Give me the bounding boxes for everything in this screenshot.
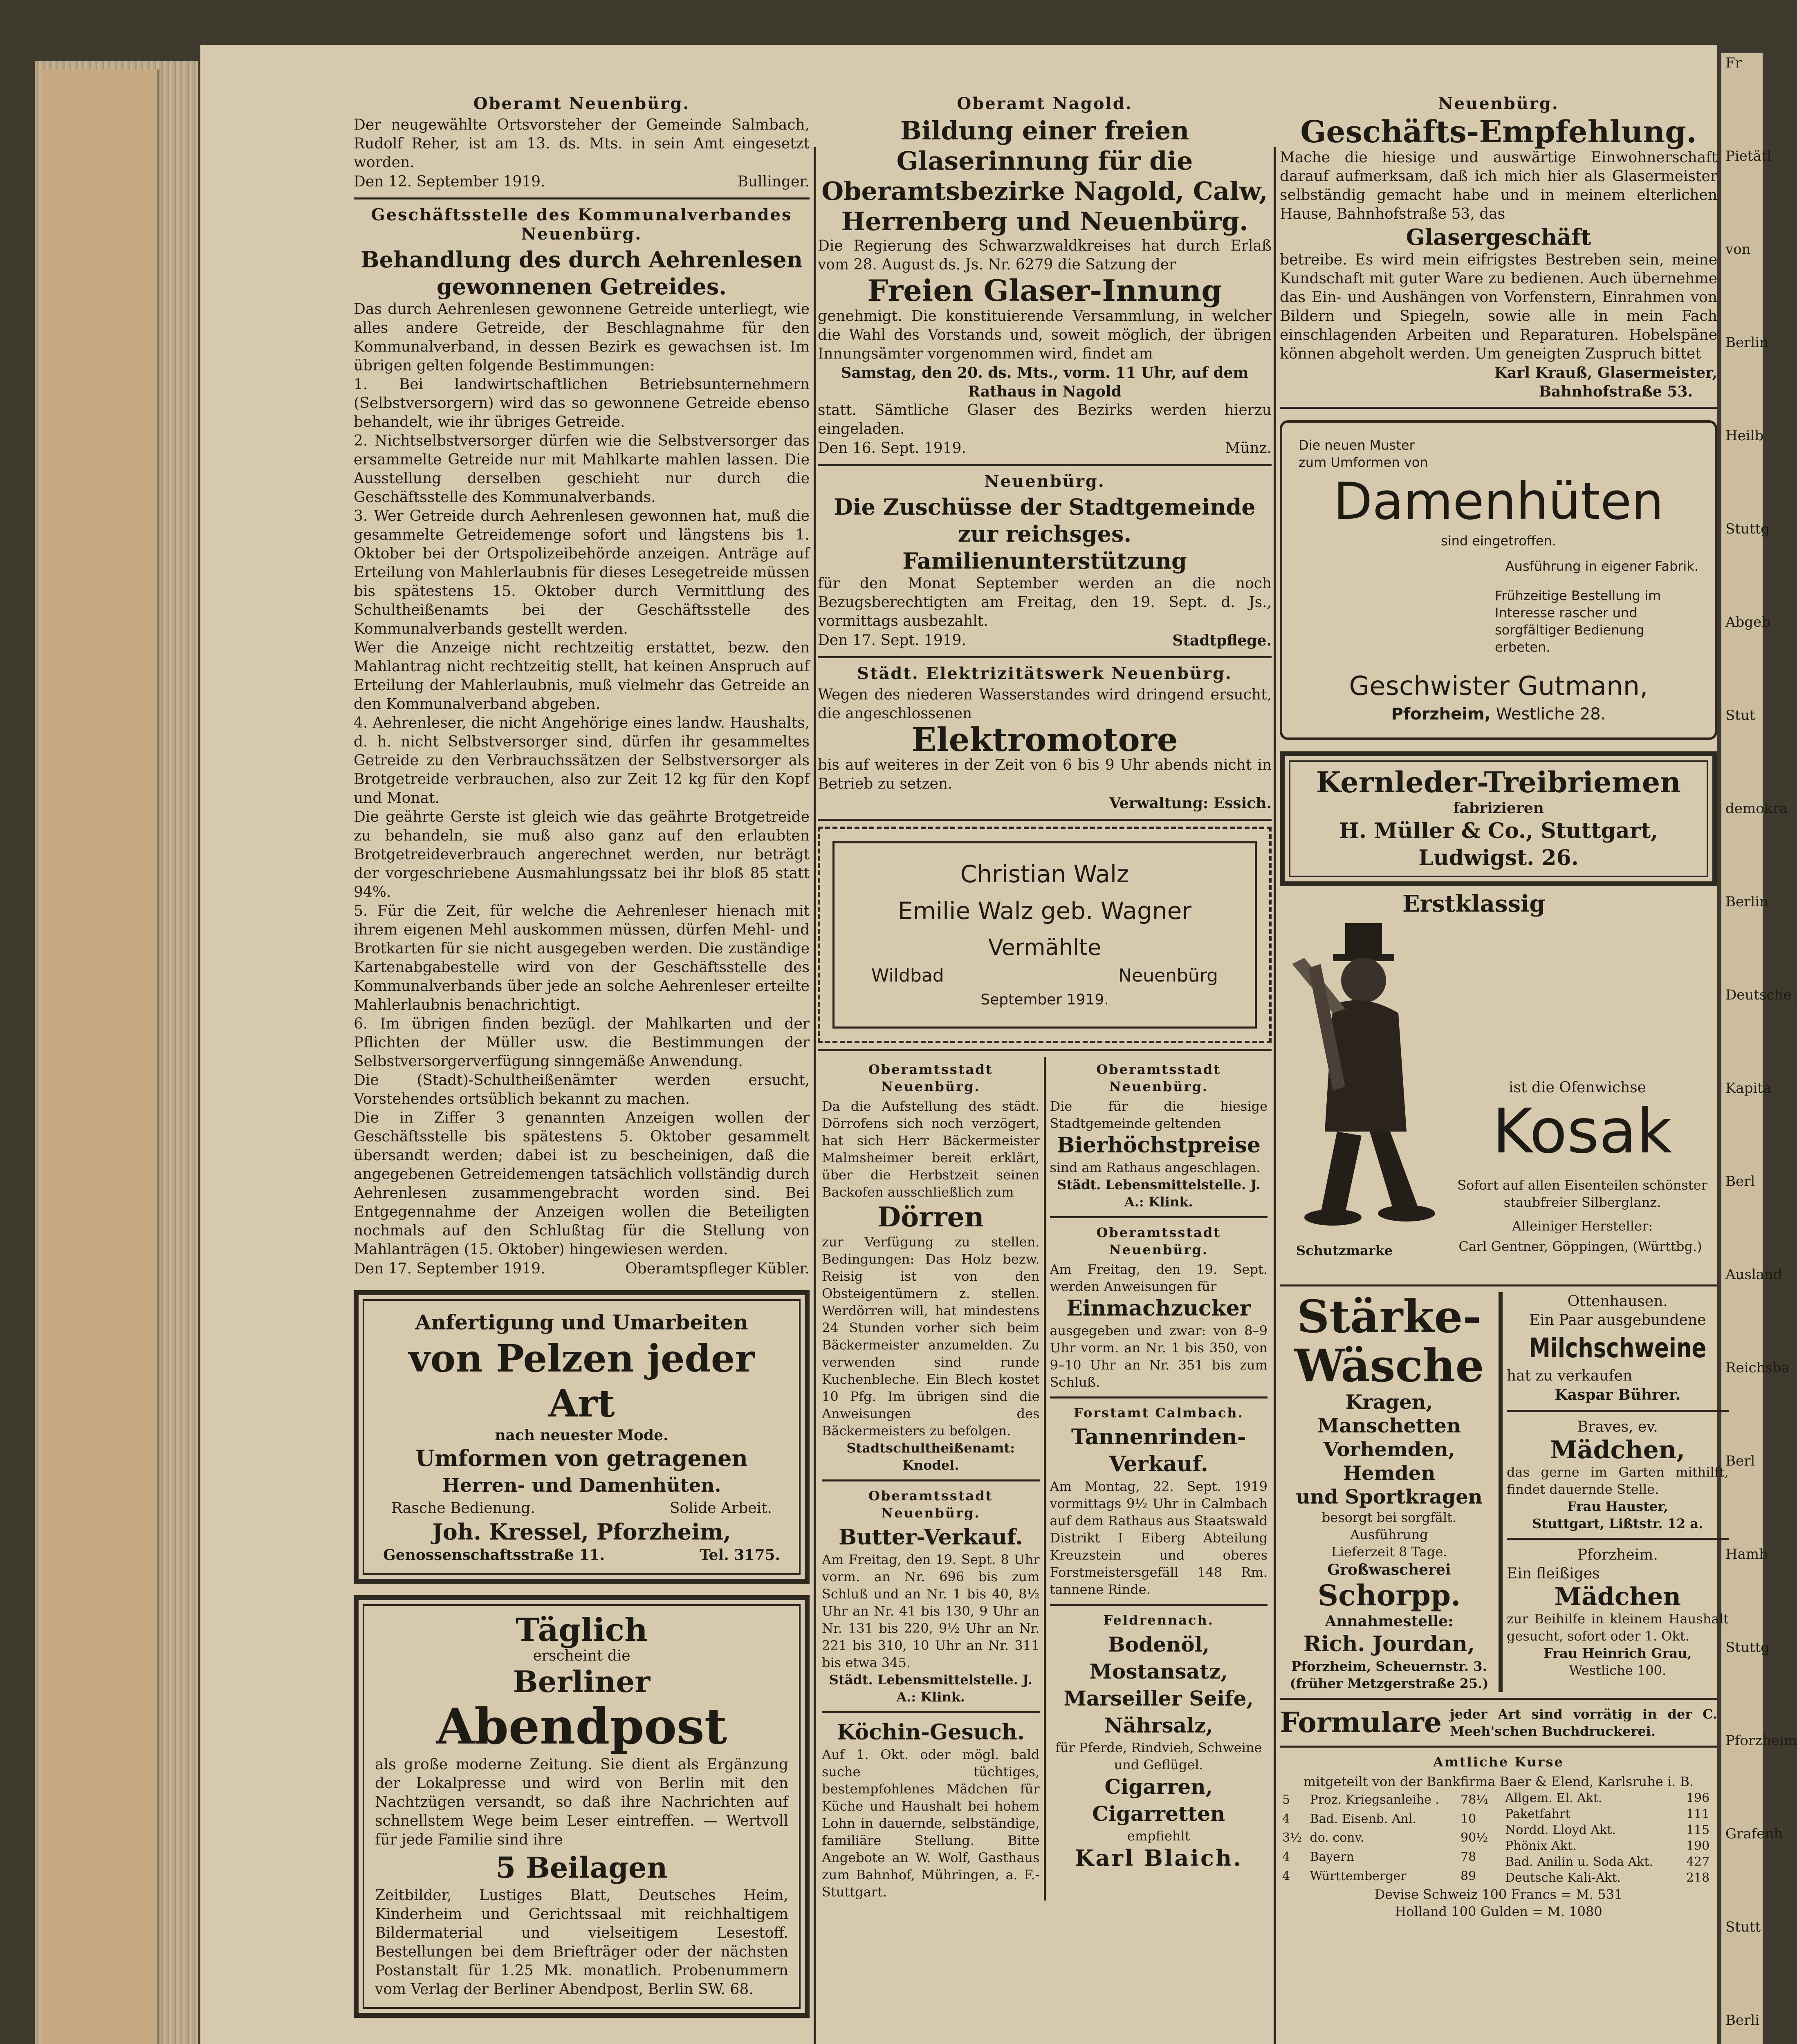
ad-advertiser: Geschwister Gutmann, — [1349, 671, 1648, 702]
quote-row — [1280, 1809, 1494, 1829]
notice-heading: Feldrennach. — [1103, 1612, 1214, 1628]
paragraph: Die geährte Gerste ist gleich wie das geährte Brotgetreide zu behandeln, sie muß also ganz auf den erlaubten Brotgetreideverbrauch angerechnet werden, nur beträgt der vorgeschriebene Ausmahlungssatz bei ihr bloß 85 statt 94%. — [354, 809, 810, 901]
ad-line: Herren- und Damenhüten. — [442, 1474, 721, 1496]
ad-headline: Täglich — [516, 1611, 648, 1649]
column-rule — [1274, 147, 1276, 2044]
quote-cell: Bad. Anilin u. Soda Akt. — [1505, 1855, 1653, 1869]
notice-heading: Ottenhausen. — [1567, 1293, 1668, 1310]
ad-city: Pforzheim, — [1391, 705, 1491, 724]
ad-line: Vorhemden, Hemden — [1323, 1438, 1455, 1485]
quote-cell: 115 — [1686, 1823, 1710, 1837]
quote-row — [1503, 1854, 1717, 1870]
notice-highlight: Freien Glaser-Innung — [867, 273, 1222, 308]
ad-line: Rich. Jourdan, — [1303, 1632, 1475, 1656]
facing-page-text: demokra — [1725, 800, 1788, 817]
ad-line: Großwascherei — [1327, 1561, 1451, 1578]
notice-signature: Münz. — [1225, 440, 1272, 457]
notice-highlight: Köchin-Gesuch. — [837, 1720, 1025, 1745]
notice-heading: Oberamtsstadt Neuenbürg. — [868, 1488, 993, 1521]
facing-page-text: Stut — [1725, 707, 1755, 724]
paragraph: Am Freitag, den 19. Sept. werden Anweisungen für — [1050, 1262, 1268, 1294]
facing-page-text: Berlin — [1725, 334, 1769, 351]
facing-page-text: Stuttg — [1725, 521, 1770, 537]
notice-signature: Stadtpflege. — [1172, 632, 1272, 649]
ad-headline: Kosak — [1492, 1096, 1672, 1167]
facing-page-text: von — [1725, 241, 1751, 258]
facing-page-fragment — [1721, 53, 1797, 2044]
notice-title: Behandlung des durch Aehrenlesen gewonnenen Getreides. — [360, 247, 803, 300]
notice-heading: Oberamtsstadt Neuenbürg. — [1096, 1225, 1221, 1257]
ad-advertiser: Joh. Kressel, Pforzheim, — [432, 1519, 731, 1545]
paragraph: Die für die hiesige Stadtgemeinde geltenden — [1050, 1098, 1268, 1131]
quote-row — [1280, 1847, 1494, 1867]
facing-page-text: Berl — [1725, 1173, 1755, 1190]
quote-cell: 4 — [1282, 1811, 1290, 1826]
facing-page-text: Berl — [1725, 1453, 1755, 1469]
paragraph: Die Regierung des Schwarzwaldkreises hat durch Erlaß vom 28. August ds. Js. Nr. 6279 die Satzung der — [818, 238, 1272, 273]
facing-page-text: Berlin — [1725, 894, 1769, 910]
ad-line: Braves, ev. — [1577, 1419, 1658, 1435]
ad-line: erscheint die — [533, 1647, 630, 1664]
facing-page-text: Ausland — [1725, 1266, 1782, 1283]
ad-headline: Wäsche — [1294, 1339, 1484, 1392]
ad-kosak — [1280, 890, 1717, 1279]
quote-cell: 218 — [1686, 1871, 1710, 1885]
paragraph: 2. Nichtselbstversorger dürfen wie die Selbstversorger das ersammelte Getreide nur mit Mahlkarte mahlen lassen. Die Ausstellung derselben geschieht nur durch die Geschäftsstelle des Kommunalverbands. — [354, 433, 810, 506]
column-1 — [354, 90, 810, 2029]
ad-headline: Stärke- — [1297, 1290, 1482, 1343]
quote-cell: Paketfahrt — [1505, 1807, 1570, 1821]
notice-heading: Oberamt Neuenbürg. — [473, 94, 690, 113]
notice-highlight: Butter-Verkauf. — [839, 1525, 1023, 1550]
ad-line: hat zu verkaufen — [1507, 1367, 1633, 1384]
facing-page-text: Fr — [1725, 55, 1742, 71]
notice-date: Den 16. Sept. 1919. — [818, 440, 966, 457]
quote-cell: 90½ — [1460, 1831, 1488, 1845]
notice-highlight: Dörren — [877, 1201, 984, 1233]
ad-line: und Sportkragen — [1296, 1486, 1483, 1508]
paragraph: empfiehlt — [1127, 1828, 1190, 1844]
notice-heading: Neuenbürg. — [1438, 94, 1559, 113]
facing-page-text: Heilb — [1725, 428, 1764, 444]
ad-advertiser: Kaspar Bührer. — [1555, 1386, 1681, 1403]
notice-date: Den 17. Sept. 1919. — [818, 632, 966, 649]
facing-page-text: Pietätl — [1725, 148, 1772, 164]
wedding-announcement — [818, 827, 1272, 1043]
place-name: Wildbad — [871, 965, 944, 986]
advertiser-name: Karl Krauß, Glasermeister, — [1494, 364, 1717, 381]
paragraph: statt. Sämtliche Glaser des Bezirks werden hierzu eingeladen. — [818, 402, 1272, 437]
notice-heading: Städt. Elektrizitätswerk Neuenbürg. — [857, 664, 1232, 683]
ad-line: Solide Arbeit. — [669, 1500, 772, 1517]
paragraph: Auf 1. Okt. oder mögl. bald suche tüchtiges, bestempfohlenes Mädchen für Küche und Haushalt bei hohem Lohn in dauernde, selbständige, familiäre Stellung. Bitte Angebote an W. Wolf, Gasthaus zum Bahnhof, Mühringen, a. F.-Stuttgart. — [822, 1747, 1040, 1900]
paragraph: ausgegeben und zwar: von 8–9 Uhr vorm. an Nr. 1 bis 350, von 9–10 Uhr an Nr. 351 bis zum Schluß. — [1050, 1323, 1268, 1390]
paragraph: 6. Im übrigen finden bezügl. der Mahlkarten und der Pflichten der Müller usw. die Bestimmungen der Selbstversorgerverfügung sinngemäße Anwendung. — [354, 1015, 810, 1070]
quote-cell: 5 — [1282, 1792, 1290, 1807]
ad-line: zum Umformen von — [1299, 455, 1428, 470]
paragraph: sind am Rathaus angeschlagen. — [1050, 1160, 1261, 1175]
facing-page-text: Hamb — [1725, 1546, 1768, 1562]
quote-row — [1503, 1838, 1717, 1854]
quote-cell: Bad. Eisenb. Anl. — [1310, 1811, 1417, 1826]
ad-line: Berliner — [513, 1664, 651, 1699]
notice-title: Die Zuschüsse der Stadtgemeinde zur reichsges. Familienunterstützung — [834, 494, 1256, 574]
quote-row — [1503, 1822, 1717, 1838]
ad-advertiser: Schorpp. — [1317, 1578, 1461, 1612]
quote-cell: 89 — [1460, 1869, 1476, 1884]
quote-cell: 111 — [1686, 1807, 1710, 1821]
notice-heading: Oberamt Nagold. — [957, 94, 1133, 113]
paragraph: Mache die hiesige und auswärtige Einwohnerschaft darauf aufmerksam, daß ich mich hier als Glasermeister selbständig gemacht habe und in meinem elterlichen Hause, Bahnhofstraße 53, das — [1280, 149, 1717, 222]
ad-treibriemen — [1280, 751, 1717, 886]
ad-advertiser: Frau Hauster, — [1567, 1499, 1668, 1514]
ad-line: Frühzeitige Bestellung im Interesse rascher und sorgfältiger Bedienung erbeten. — [1495, 588, 1661, 655]
paragraph: 1. Bei landwirtschaftlichen Betriebsunternehmern (Selbstversorgern) wird das so gewonnene Getreide ebenso behandelt, wie ihr übriges Getreide. — [354, 376, 810, 430]
ad-line: sind eingetroffen. — [1441, 533, 1556, 549]
ad-advertiser: Carl Gentner, Göppingen, (Württbg.) — [1458, 1239, 1702, 1254]
product-line: Nährsalz, — [1104, 1713, 1213, 1737]
facing-page-text: Pforzheim — [1725, 1732, 1797, 1749]
notice-highlight: Tannenrinden-Verkauf. — [1071, 1425, 1246, 1477]
ad-line: Ein fleißiges — [1507, 1565, 1600, 1582]
quote-cell: 10 — [1460, 1811, 1476, 1826]
ad-text: jeder Art sind vorrätig in der C. Meeh'schen Buchdruckerei. — [1450, 1706, 1717, 1739]
advertiser-name: Karl Blaich. — [1075, 1845, 1243, 1871]
ad-text: Sofort auf allen Eisenteilen schönster staubfreier Silberglanz. — [1457, 1177, 1707, 1210]
ad-address: Stuttgart, Lißtstr. 12 a. — [1532, 1516, 1703, 1531]
notice-signature: Verwaltung: Essich. — [1109, 795, 1272, 812]
ad-advertiser: Frau Heinrich Grau, — [1543, 1645, 1692, 1661]
ad-line: Anfertigung und Umarbeiten — [415, 1310, 748, 1334]
notice-signature: Städt. Lebensmittelstelle. J. A.: Klink. — [829, 1672, 1032, 1705]
ad-formulare — [1280, 1706, 1717, 1740]
ad-text: als große moderne Zeitung. Sie dient als Ergänzung der Lokalpresse und wird von Berlin mit den Nachtzügen versandt, so daß ihre Nachrichten auf schnellstem Wege beim Leser eintreffen. — Wertvoll für jede Familie sind ihre — [375, 1756, 788, 1848]
product-line: Marseiller Seife, — [1063, 1686, 1254, 1710]
trademark-label: Schutzmarke — [1296, 1243, 1393, 1258]
quote-cell: Bayern — [1310, 1850, 1354, 1865]
currency-rate: Holland 100 Gulden = M. 1080 — [1395, 1904, 1602, 1919]
ad-address: Westliche 28. — [1496, 705, 1606, 724]
ad-address: Westliche 100. — [1569, 1663, 1667, 1678]
ad-abendpost — [354, 1595, 810, 2018]
quote-row — [1503, 1790, 1717, 1806]
book-cover — [41, 69, 159, 2044]
quote-cell: 4 — [1282, 1869, 1290, 1884]
product-line: Mostansatz, — [1089, 1659, 1228, 1683]
facing-page-text: Grafenh — [1725, 1826, 1783, 1842]
product-line: Cigarretten — [1092, 1802, 1225, 1826]
quote-cell: 427 — [1686, 1855, 1710, 1869]
notice-heading: Oberamtsstadt Neuenbürg. — [1096, 1062, 1221, 1094]
paragraph: genehmigt. Die konstituierende Versammlung, in welcher die Wahl des Vorstands und, soweit möglich, der übrigen Innungsämter vorgenommen wird, findet am — [818, 308, 1272, 362]
two-column-section — [818, 1057, 1272, 1901]
paragraph: Die (Stadt)-Schultheißenämter werden ersucht, Vorstehendes ortsüblich bekannt zu machen. — [354, 1072, 810, 1107]
quote-row — [1503, 1870, 1717, 1886]
announcement-line: Vermählte — [988, 935, 1102, 960]
quote-cell: 196 — [1686, 1791, 1710, 1805]
paragraph: für Pferde, Rindvieh, Schweine und Geflügel. — [1055, 1740, 1262, 1773]
quote-cell: Nordd. Lloyd Akt. — [1505, 1823, 1616, 1837]
quote-row — [1280, 1790, 1494, 1809]
ad-advertiser: H. Müller & Co., Stuttgart, Ludwigst. 26. — [1339, 818, 1658, 870]
ad-headline: Abendpost — [436, 1698, 727, 1755]
quote-cell: 190 — [1686, 1839, 1710, 1853]
ad-headline: Kernleder-Treibriemen — [1316, 765, 1681, 799]
notice-heading: Pforzheim. — [1577, 1546, 1658, 1563]
notice-highlight: Elektromotore — [911, 720, 1178, 759]
ad-headline: Milchschweine — [1529, 1332, 1707, 1364]
notice-title: Bildung einer freien Glaserinnung für die Oberamtsbezirke Nagold, Calw, Herrenberg und Neuenbürg. — [821, 116, 1268, 236]
ad-headline: Formulare — [1280, 1706, 1442, 1739]
notice-signature: Oberamtspfleger Kübler. — [625, 1260, 810, 1277]
facing-page-text: Stutt — [1725, 1919, 1761, 1935]
quote-cell: Württemberger — [1310, 1869, 1407, 1884]
ad-line: Kragen, Manschetten — [1317, 1391, 1461, 1437]
place-name: Neuenbürg — [1118, 965, 1218, 986]
ad-line: Ausführung in eigener Fabrik. — [1505, 558, 1698, 574]
quote-cell: Deutsche Kali-Akt. — [1505, 1871, 1621, 1885]
paragraph: zur Verfügung zu stellen. Bedingungen: Das Holz bezw. Reisig ist von den Obsteigentümern z. stellen. Werdörren will, hat mindestens 24 Stunden vorher sich beim Bäckermeister anzumelden. Zu verwenden sind runde Kuchenbleche. Ein Blech kostet 10 Pfg. Im übrigen sind die Anweisungen des Bäckermeisters zu befolgen. — [822, 1234, 1040, 1439]
facing-page-text: Berli — [1725, 2012, 1760, 2028]
ad-line: Die neuen Muster — [1299, 437, 1415, 453]
ad-headline: von Pelzen jeder Art — [408, 1336, 755, 1425]
ad-line: 5 Beilagen — [496, 1851, 668, 1885]
notice-signature: Bullinger. — [737, 173, 810, 190]
notice-heading: Neuenbürg. — [984, 472, 1105, 491]
ad-text: Zeitbilder, Lustiges Blatt, Deutsches Heim, Kinderheim und Gerichtssaal mit reichhaltigem Bildermaterial und vielseitigem Lesestoff. Bestellungen bei dem Briefträger oder der nächsten Postanstalt für 1.25 Mk. monatlich. Probenummern vom Verlag der Berliner Abendpost, Berlin SW. 68. — [375, 1887, 788, 1998]
paragraph: Wer die Anzeige nicht rechtzeitig erstattet, bezw. den Mahlantrag nicht rechtzeitig stellt, hat keinen Anspruch auf Erteilung der Mahlerlaubnis, muß vielmehr das Getreide an den Kommunalverband abgeben. — [354, 639, 810, 713]
facing-page-text: Deutsche — [1725, 987, 1792, 1003]
column-3 — [1280, 90, 1729, 1920]
ad-address: Genossenschaftsstraße 11. — [383, 1546, 605, 1564]
paragraph: betreibe. Es wird mein eifrigstes Bestreben sein, meine Kundschaft mit guter Ware zu bedienen. Auch übernehme das Ein- und Aushängen von Vorfenstern, Einrahmen von Bildern und Spiegeln, sowie alle in mein Fach einschlagenden Arbeiten und Reparaturen. Hobelspäne können abgeholt werden. Um geneigten Zuspruch bittet — [1280, 251, 1717, 362]
quote-row — [1503, 1806, 1717, 1822]
facing-page-text: Kapita — [1725, 1080, 1772, 1096]
quote-cell: 78 — [1460, 1850, 1476, 1865]
quote-cell: do. conv. — [1310, 1831, 1364, 1845]
quote-cell: 4 — [1282, 1850, 1290, 1865]
paragraph-bold: Samstag, den 20. ds. Mts., vorm. 11 Uhr, auf dem Rathaus in Nagold — [841, 364, 1249, 400]
two-column-section — [1280, 1290, 1729, 1692]
paragraph: Am Freitag, den 19. Sept. 8 Uhr vorm. an Nr. 696 bis zum Schluß und an Nr. 1 bis 40, 8½ Uhr an Nr. 41 bis 130, 9 Uhr an Nr. 131 bis 220, 9½ Uhr an Nr. 221 bis 310, 10 Uhr an Nr. 311 bis etwa 345. — [822, 1552, 1040, 1670]
ad-line: Lieferzeit 8 Tage. — [1331, 1544, 1447, 1560]
product-line: Cigarren, — [1104, 1775, 1213, 1799]
facing-page-text: Abgeb — [1725, 614, 1770, 630]
ad-text: zur Beihilfe in kleinem Haushalt gesucht, sofort oder 1. Okt. — [1507, 1611, 1729, 1644]
facing-page-text: Stuttg — [1725, 1639, 1770, 1656]
quote-cell: 3½ — [1282, 1831, 1302, 1845]
quote-row — [1280, 1867, 1494, 1886]
notice-title: Geschäfts-Empfehlung. — [1300, 114, 1697, 150]
paragraph: Wegen des niederen Wasserstandes wird dringend ersucht, die angeschlossenen — [818, 686, 1272, 722]
notice-highlight: Glasergeschäft — [1406, 224, 1591, 250]
notice-date: Den 17. September 1919. — [354, 1260, 545, 1277]
notice-heading: Geschäftsstelle des Kommunalverbandes Neuenbürg. — [371, 205, 792, 244]
notice-heading: Oberamtsstadt Neuenbürg. — [868, 1062, 993, 1094]
bond-quotes-table — [1280, 1790, 1494, 1886]
quote-cell: 78¼ — [1460, 1792, 1488, 1807]
column-rule — [814, 147, 816, 2044]
quote-cell: Proz. Kriegsanleihe . — [1310, 1792, 1439, 1807]
ad-line: Annahmestelle: — [1325, 1613, 1454, 1630]
ad-address: (früher Metzgerstraße 25.) — [1290, 1676, 1489, 1691]
announcement-date: September 1919. — [980, 991, 1109, 1008]
notice-text: Der neugewählte Ortsvorsteher der Gemeinde Salmbach, Rudolf Reher, ist am 13. ds. Mts. in sein Amt eingesetzt worden. — [354, 117, 810, 171]
ad-line: ist die Ofenwichse — [1509, 1079, 1646, 1096]
ad-address: Pforzheim, Scheuernstr. 3. — [1291, 1659, 1487, 1674]
ad-line: Rasche Bedienung. — [391, 1500, 535, 1517]
chimney-sweep-logo — [1284, 919, 1439, 1238]
quotes-heading: Amtliche Kurse — [1433, 1754, 1564, 1770]
notice-highlight: Einmachzucker — [1066, 1296, 1251, 1321]
ad-line: Umformen von getragenen — [415, 1445, 748, 1471]
ad-headline: Mädchen, — [1550, 1436, 1685, 1464]
paragraph: für den Monat September werden an die noch Bezugsberechtigten am Freitag, den 19. Sept. d. Js., vormittags ausbezahlt. — [818, 575, 1272, 630]
ad-phone: Tel. 3175. — [699, 1546, 780, 1564]
notice-date: Den 12. September 1919. — [354, 173, 545, 190]
ad-line: besorgt bei sorgfält. Ausführung — [1321, 1510, 1457, 1542]
groom-name: Christian Walz — [960, 860, 1129, 888]
product-line: Bodenöl, — [1108, 1632, 1209, 1656]
quote-cell: Allgem. El. Akt. — [1505, 1791, 1602, 1805]
quotes-subheading: mitgeteilt von der Bankfirma Baer & Elend, Karlsruhe i. B. — [1303, 1774, 1694, 1789]
ad-headline: Mädchen — [1554, 1582, 1681, 1611]
ad-damenhuete — [1280, 420, 1717, 740]
paragraph: 4. Aehrenleser, die nicht Angehörige eines landw. Haushalts, d. h. nicht Selbstversorger sind, dürfen ihr gesammeltes Getreide zu den Verbrauchssätzen der Selbstversorger als Brotgetreide verbrauchen, also zur Zeit 12 kg für den Kopf und Monat. — [354, 715, 810, 807]
notice-signature: Städt. Lebensmittelstelle. J. A.: Klink. — [1057, 1177, 1261, 1210]
paragraph: Die in Ziffer 3 genannten Anzeigen wollen der Geschäftsstelle bis spätestens 5. Oktober gesammelt übersandt werden; dabei ist zu bescheinigen, daß die angegebenen Getreidemengen tatsächlich vollständig durch Aehrenlesen zusammengebracht worden sind. Bei Entgegennahme der Anzeigen wollen die Beteiligten nochmals auf den Schlußtag für die Stellung von Mahlanträgen (15. Oktober) hingewiesen werden. — [354, 1109, 810, 1258]
notice-highlight: Bierhöchstpreise — [1057, 1133, 1261, 1158]
paragraph: Da die Aufstellung des städt. Dörrofens sich noch verzögert, hat sich Herr Bäckermeister Malmsheimer bereit erklärt, über die Herbstzeit seinen Backofen ausschließlich zum — [822, 1098, 1040, 1200]
ad-headline: Erstklassig — [1402, 890, 1546, 917]
ad-line: Ein Paar ausgebundene — [1529, 1312, 1706, 1329]
ad-text: das gerne im Garten mithilft, findet dauernde Stelle. — [1507, 1464, 1729, 1497]
column-2 — [818, 90, 1272, 1901]
currency-rate: Devise Schweiz 100 Francs = M. 531 — [1374, 1887, 1623, 1902]
paragraph: 3. Wer Getreide durch Aehrenlesen gewonnen hat, muß die gesammelte Getreidemenge sofort und längstens bis 1. Oktober bei der Ortspolizeibehörde anzeigen. Anträge auf Erteilung von Mahlerlaubnis für dieses Lesegetreide müssen bis spätestens 15. Oktober durch Vermittlung des Schultheißenamts bei der Geschäftsstelle des Kommunalverbands gestellt werden. — [354, 508, 810, 637]
paragraph: Das durch Aehrenlesen gewonnene Getreide unterliegt, wie alles andere Getreide, der Beschlagnahme für den Kommunalverband, in dessen Bezirk es gewachsen ist. Im übrigen gelten folgende Bestimmungen: — [354, 301, 810, 374]
ad-line: Alleiniger Hersteller: — [1512, 1218, 1653, 1234]
facing-page-text: Reichsba — [1725, 1360, 1790, 1376]
paragraph: bis auf weiteres in der Zeit von 6 bis 9 Uhr abends nicht in Betrieb zu setzen. — [818, 757, 1272, 792]
ad-pelze — [354, 1290, 810, 1584]
stock-quotes-table — [1503, 1790, 1717, 1886]
paragraph: Am Montag, 22. Sept. 1919 vormittags 9½ Uhr in Calmbach auf dem Rathaus aus Staatswald Distrikt I Eiberg Abteilung Kreuzstein und oberes Forstmeistersgefäll 148 Rm. tannene Rinde. — [1050, 1479, 1268, 1597]
bride-name: Emilie Walz geb. Wagner — [897, 897, 1192, 925]
quote-row — [1280, 1829, 1494, 1848]
ad-headline: Damenhüten — [1333, 472, 1664, 531]
ad-line: nach neuester Mode. — [495, 1427, 669, 1444]
quote-cell: Phönix Akt. — [1505, 1839, 1577, 1853]
stock-quotes — [1280, 1753, 1717, 1920]
ad-line: fabrizieren — [1453, 800, 1544, 817]
notice-heading: Forstamt Calmbach. — [1073, 1405, 1244, 1421]
paragraph: 5. Für die Zeit, für welche die Aehrenleser hienach mit ihrem eigenen Mehl auskommen müssen, dürfen Mehl- und Brotkarten für sie nicht ausgegeben werden. Die zuständige Kartenabgabestelle wird von der Geschäftsstelle des Kommunalverbands über jede an solche Aehrenleser erteilte Mahlerlaubnis benachrichtigt. — [354, 903, 810, 1013]
notice-signature: Stadtschultheißenamt: Knodel. — [846, 1440, 1015, 1473]
advertiser-address: Bahnhofstraße 53. — [1539, 383, 1693, 400]
